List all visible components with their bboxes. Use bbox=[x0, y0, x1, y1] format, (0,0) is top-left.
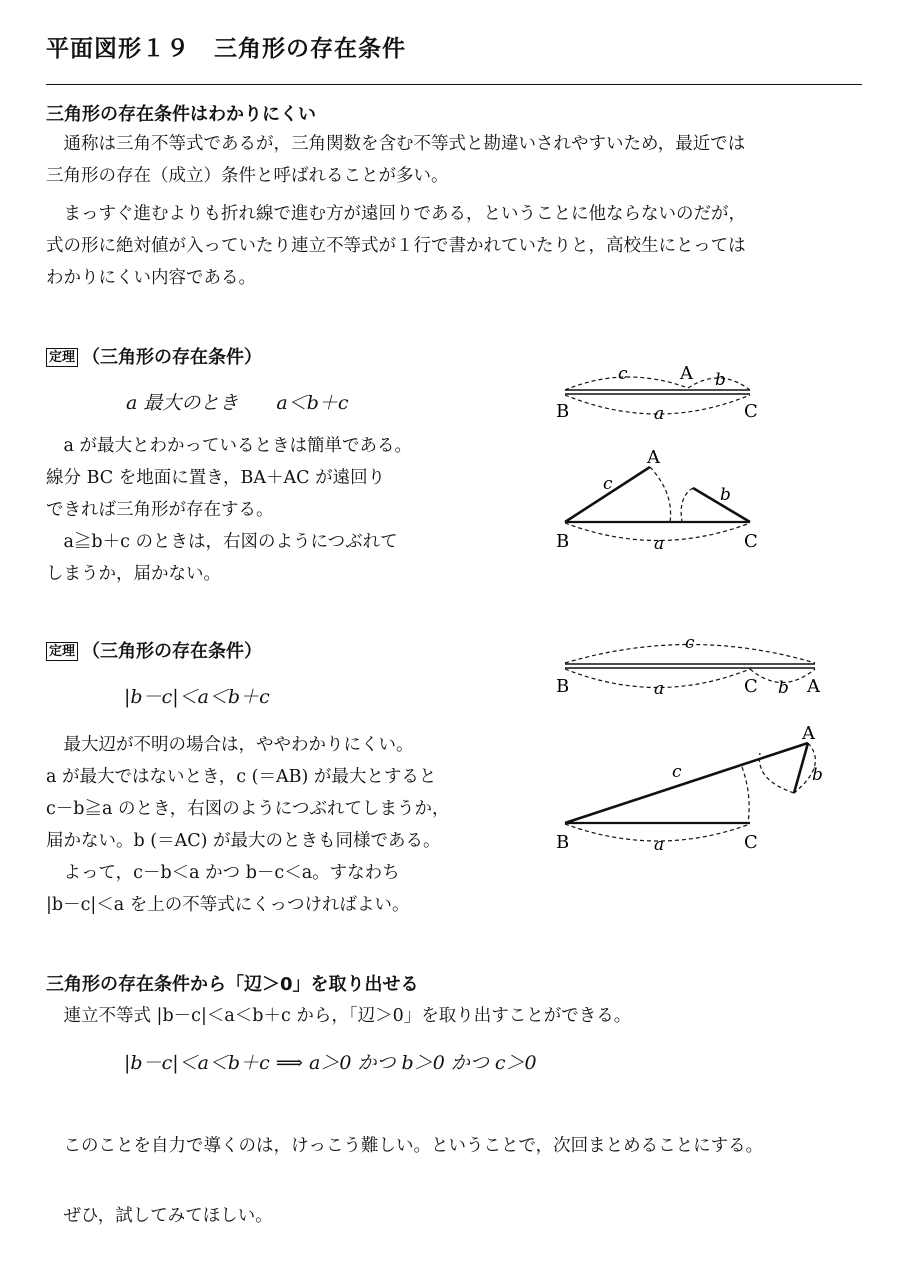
label-a: a bbox=[654, 534, 665, 554]
theorem2-line: 最大辺が不明の場合は，ややわかりにくい。 bbox=[46, 735, 414, 755]
theorem1-body bbox=[46, 430, 412, 590]
section1-line: まっすぐ進むよりも折れ線で進む方が遠回りである，ということに他ならないのだが， bbox=[46, 204, 746, 224]
section1-heading: 三角形の存在条件はわかりにくい bbox=[46, 104, 316, 125]
label-C: C bbox=[744, 832, 758, 853]
theorem1-heading-row bbox=[46, 343, 262, 369]
label-C: C bbox=[744, 401, 758, 422]
figure-triangle-c-max bbox=[550, 630, 850, 860]
theorem1-line: しまうか，届かない。 bbox=[46, 564, 221, 584]
closing-line: このことを自力で導くのは，けっこう難しい。ということで，次回まとめることにする。 bbox=[46, 1136, 764, 1156]
label-A: A bbox=[680, 363, 693, 384]
theorem-badge: 定理 bbox=[46, 348, 78, 367]
figure-triangle-a-max bbox=[550, 355, 850, 565]
section1-line: 式の形に絶対値が入っていたり連立不等式が１行で書かれていたりと，高校生にとっては bbox=[46, 236, 746, 256]
label-c: c bbox=[618, 364, 628, 384]
theorem1-line: できれば三角形が存在する。 bbox=[46, 500, 274, 520]
section2-heading: 三角形の存在条件から「辺＞0」を取り出せる bbox=[46, 974, 419, 995]
label-b: b bbox=[720, 485, 731, 505]
label-c: c bbox=[685, 633, 695, 653]
label-A: A bbox=[647, 447, 660, 468]
label-c: c bbox=[603, 474, 613, 494]
label-c: c bbox=[672, 762, 682, 782]
label-B: B bbox=[556, 832, 570, 853]
theorem2-line: a が最大ではないとき，c (＝AB) が最大とすると bbox=[46, 767, 437, 787]
theorem1-formula: a 最大のとき a＜b＋c bbox=[126, 392, 349, 414]
theorem2-line: 届かない。b (＝AC) が最大のときも同様である。 bbox=[46, 831, 441, 851]
theorem1-line: 線分 BC を地面に置き，BA＋AC が遠回り bbox=[46, 468, 386, 488]
label-B: B bbox=[556, 676, 570, 697]
section2-formula: |b－c|＜a＜b＋c ⟹ a＞0 かつ b＞0 かつ c＞0 bbox=[124, 1052, 537, 1074]
theorem2-line: c－b≧a のとき，右図のようにつぶれてしまうか， bbox=[46, 799, 450, 819]
title-rule bbox=[46, 84, 862, 85]
theorem2-body bbox=[46, 729, 449, 921]
theorem1-line: a が最大とわかっているときは簡単である。 bbox=[46, 436, 412, 456]
label-C: C bbox=[744, 531, 758, 552]
label-A: A bbox=[807, 676, 820, 697]
theorem2-heading: （三角形の存在条件） bbox=[82, 641, 263, 662]
theorem2-line: |b－c|＜a を上の不等式にくっつければよい。 bbox=[46, 895, 410, 915]
label-a: a bbox=[654, 835, 665, 855]
label-b: b bbox=[812, 765, 823, 785]
label-b: b bbox=[778, 678, 789, 698]
section1-line: 三角形の存在（成立）条件と呼ばれることが多い。 bbox=[46, 166, 449, 186]
section1-body bbox=[46, 128, 746, 294]
page-title: 平面図形１９ 三角形の存在条件 bbox=[46, 36, 406, 62]
label-B: B bbox=[556, 401, 570, 422]
label-b: b bbox=[715, 370, 726, 390]
theorem1-line: a≧b＋c のときは，右図のようにつぶれて bbox=[46, 532, 398, 552]
section1-line: わかりにくい内容である。 bbox=[46, 268, 256, 288]
label-a: a bbox=[654, 404, 665, 424]
label-a: a bbox=[654, 679, 665, 699]
theorem-badge: 定理 bbox=[46, 642, 78, 661]
section1-line: 通称は三角不等式であるが，三角関数を含む不等式と勘違いされやすいため，最近では bbox=[46, 134, 746, 154]
label-B: B bbox=[556, 531, 570, 552]
label-C: C bbox=[744, 676, 758, 697]
theorem1-heading: （三角形の存在条件） bbox=[82, 347, 263, 368]
section2-line: 連立不等式 |b－c|＜a＜b＋c から，「辺＞0」を取り出すことができる。 bbox=[46, 1006, 632, 1026]
theorem2-formula: |b－c|＜a＜b＋c bbox=[124, 686, 270, 708]
theorem2-line: よって，c－b＜a かつ b－c＜a。すなわち bbox=[46, 863, 400, 883]
theorem2-heading-row bbox=[46, 637, 262, 663]
label-A: A bbox=[802, 723, 815, 744]
closing-line: ぜひ，試してみてほしい。 bbox=[46, 1206, 273, 1226]
